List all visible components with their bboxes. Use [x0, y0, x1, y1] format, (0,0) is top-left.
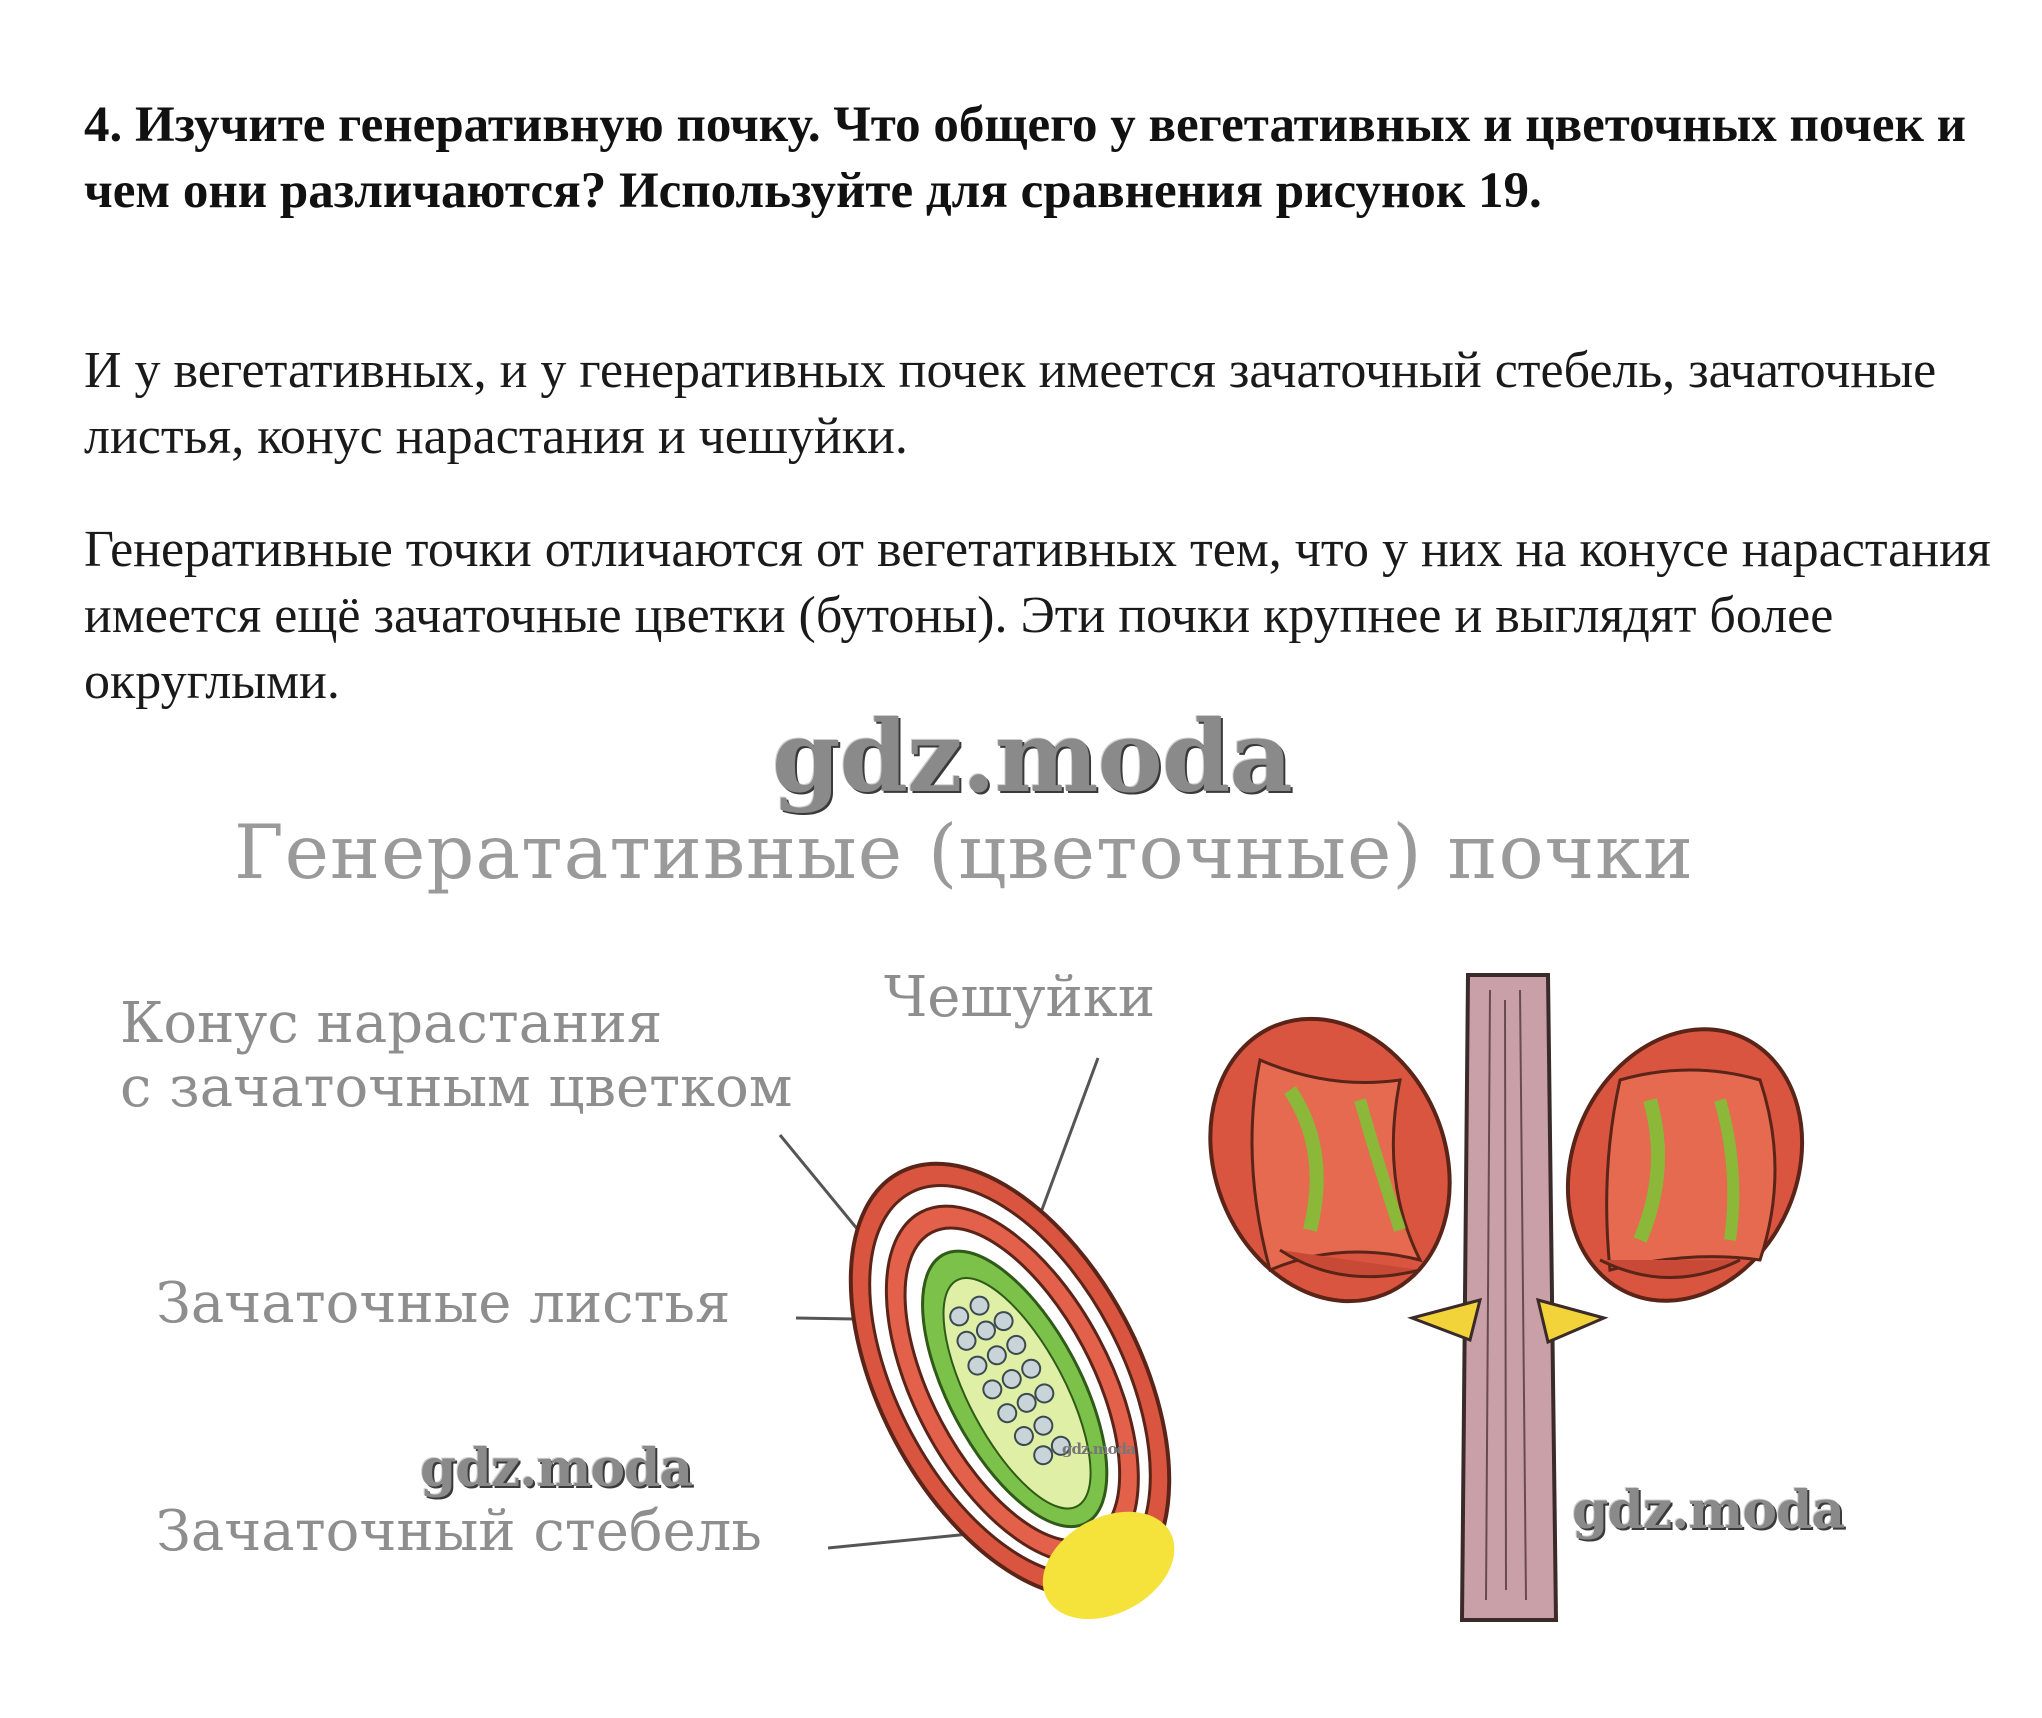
bud-section	[785, 1111, 1246, 1668]
label-growth-cone-line2: с зачаточным цветком	[120, 1055, 793, 1120]
bud-left	[1169, 982, 1491, 1337]
task-question: 4. Изучите генеративную почку. Что общего у вегетативных и цветочных почек и чем они различаются? Используйте для сравнения рисунок 19.	[84, 97, 1967, 219]
watermark-left: gdz.moda	[420, 1438, 693, 1499]
watermark-main: gdz.moda	[772, 700, 1292, 815]
bud-right	[1526, 992, 1845, 1339]
leaf-scar-left	[1412, 1300, 1480, 1340]
figure-title: Генератативные (цветочные) почки	[234, 808, 1695, 896]
answer-paragraph-common: И у вегетативных, и у генеративных почек имеется зачаточный стебель, зачаточные листья, конус нарастания и чешуйки.	[84, 342, 1937, 465]
watermark-tiny: gdz.moda	[1062, 1440, 1135, 1458]
branch-stem	[1462, 975, 1556, 1620]
watermark-right: gdz.moda	[1572, 1480, 1845, 1541]
label-embryonic-stem: Зачаточный стебель	[156, 1499, 762, 1564]
label-scales: Чешуйки	[884, 965, 1156, 1030]
answer-paragraph-differences: Генеративные точки отличаются от вегетативных тем, что у них на конусе нарастания имеется ещё зачаточные цветки (бутоны). Эти почки крупнее и выглядят более округлыми.	[84, 521, 1991, 710]
label-embryonic-leaves: Зачаточные листья	[156, 1271, 731, 1336]
leaf-scar-right	[1538, 1300, 1604, 1342]
leader-line-scales	[1040, 1058, 1098, 1215]
label-growth-cone-line1: Конус нарастания	[120, 991, 663, 1056]
